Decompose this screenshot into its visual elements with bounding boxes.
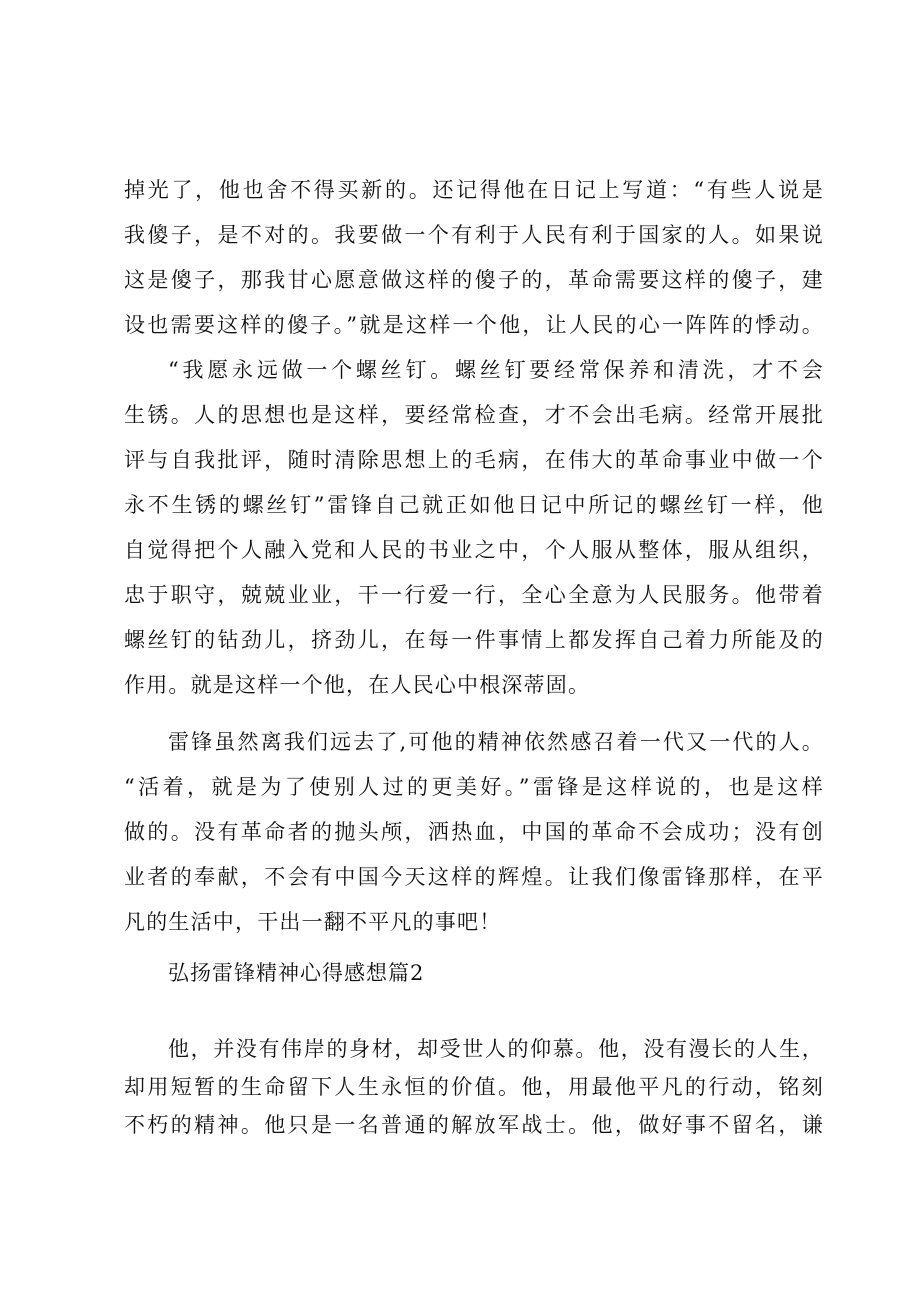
- paragraph-4-line-2: 却用短暂的生命留下人生永恒的价值。他，用最他平凡的行动，铭刻: [124, 1075, 824, 1099]
- paragraph-1-line-2: 我傻子，是不对的。我要做一个有利于人民有利于国家的人。如果说: [124, 223, 824, 247]
- section-heading: 弘扬雷锋精神心得感想篇2: [168, 961, 425, 985]
- paragraph-1-line-4: 设也需要这样的傻子。”就是这样一个他，让人民的心一阵阵的悸动。: [124, 313, 824, 337]
- paragraph-3-line-5: 凡的生活中，干出一翻不平凡的事吧！: [124, 910, 502, 934]
- paragraph-4: [124, 1030, 824, 1144]
- paragraph-1-line-1: 掉光了，他也舍不得买新的。还记得他在日记上写道：“有些人说是: [124, 178, 824, 202]
- paragraph-1: [124, 168, 824, 348]
- paragraph-2-line-5: 自觉得把个人融入党和人民的书业之中，个人服从整体，服从组织，: [124, 538, 824, 562]
- paragraph-2-line-3: 评与自我批评，随时清除思想上的毛病，在伟大的革命事业中做一个: [124, 448, 824, 472]
- paragraph-2: [124, 348, 824, 708]
- paragraph-2-line-8: 作用。就是这样一个他，在人民心中根深蒂固。: [124, 673, 591, 697]
- paragraph-3-line-2: “活着，就是为了使别人过的更美好。”雷锋是这样说的，也是这样: [124, 775, 824, 799]
- paragraph-2-line-7: 螺丝钉的钻劲儿，挤劲儿，在每一件事情上都发挥自己着力所能及的: [124, 628, 824, 652]
- paragraph-2-line-1: “我愿永远做一个螺丝钉。螺丝钉要经常保养和清洗，才不会: [168, 358, 824, 382]
- paragraph-3-line-4: 业者的奉献，不会有中国今天这样的辉煌。让我们像雷锋那样，在平: [124, 865, 824, 889]
- paragraph-3-line-3: 做的。没有革命者的抛头颅，洒热血，中国的革命不会成功；没有创: [124, 820, 824, 844]
- paragraph-4-line-1: 他，并没有伟岸的身材，却受世人的仰慕。他，没有漫长的人生，: [168, 1037, 824, 1061]
- paragraph-3: [124, 720, 824, 945]
- paragraph-1-line-3: 这是傻子，那我甘心愿意做这样的傻子的，革命需要这样的傻子，建: [124, 268, 824, 292]
- paragraph-4-line-3: 不朽的精神。他只是一名普通的解放军战士。他，做好事不留名，谦: [124, 1113, 824, 1137]
- paragraph-2-line-2: 生锈。人的思想也是这样，要经常检查，才不会出毛病。经常开展批: [124, 403, 824, 427]
- paragraph-2-line-4: 永不生锈的螺丝钉”雷锋自己就正如他日记中所记的螺丝钉一样，他: [124, 493, 824, 517]
- paragraph-3-line-1: 雷锋虽然离我们远去了,可他的精神依然感召着一代又一代的人。: [168, 730, 824, 754]
- paragraph-2-line-6: 忠于职守，兢兢业业，干一行爱一行，全心全意为人民服务。他带着: [124, 583, 824, 607]
